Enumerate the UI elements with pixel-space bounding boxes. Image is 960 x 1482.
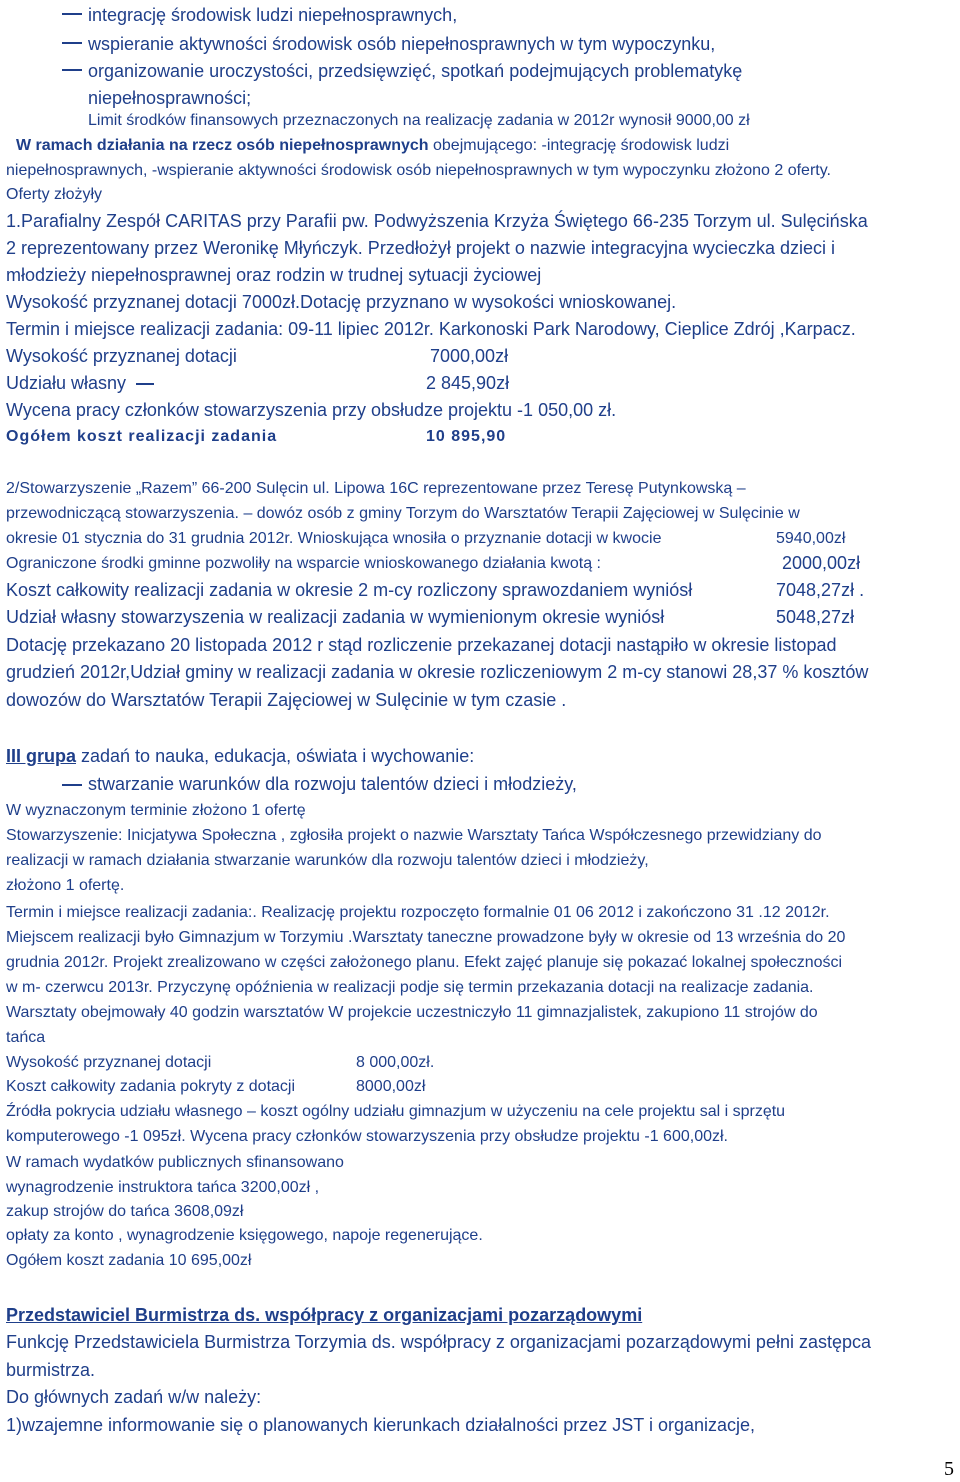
razem-line-6: Udział własny stowarzyszenia w realizacji zadania w wymienionym okresie wyniósł 5048,27zł [6,607,855,627]
caritas-line-1: 1.Parafialny Zespół CARITAS przy Parafii pw. Podwyższenia Krzyża Świętego 66-235 Torzym ul. Sulęcińska [6,211,868,231]
group3-line: zakup strojów do tańca 3608,09zł [6,1203,244,1220]
razem-line-7: Dotację przekazano 20 listopada 2012 r stąd rozliczenie przekazanej dotacji nastąpiło w okresie listopad [6,635,837,655]
representative-line-2: burmistrza. [6,1360,96,1380]
razem-line-8: grudzień 2012r,Udział gminy w realizacji zadania w okresie rozliczeniowym 2 m-cy stanowi 28,37 % kosztów [6,662,869,682]
bullet-item-continuation: niepełnosprawności; [88,88,252,108]
group3-line: komputerowego -1 095zł. Wycena pracy członków stowarzyszenia przy obsłudze projektu -1 600,00zł. [6,1128,728,1145]
caritas-line-2: 2 reprezentowany przez Weronikę Młyńczyk. Przedłożył projekt o nazwie integracyjna wycieczka dzieci i [6,238,836,258]
representative-line-1: Funkcję Przedstawiciela Burmistrza Torzymia ds. współpracy z organizacjami pozarządowymi pełni zastępca [6,1332,872,1352]
total-row: Ogółem koszt realizacji zadania 10 895,90 [6,428,507,445]
group3-line: realizacji w ramach działania stwarzanie warunków dla rozwoju talentów dzieci i młodzieży, [6,852,649,869]
group3-cost-row: Koszt całkowity zadania pokryty z dotacji 8000,00zł [6,1078,426,1095]
limit-line: Limit środków finansowych przeznaczonych na realizację zadania w 2012r wynosił 9000,00 zł [88,112,750,129]
group3-line: Miejscem realizacji było Gimnazjum w Torzymiu .Warsztaty taneczne prowadzone były w okresie od 13 września do 20 [6,929,846,946]
group3-line: opłaty za konto , wynagrodzenie księgowego, napoje regenerujące. [6,1227,483,1244]
representative-line-4: 1)wzajemne informowanie się o planowanych kierunkach działalności przez JST i organizacje, [6,1415,756,1435]
razem-line-3: okresie 01 stycznia do 31 grudnia 2012r. Wnioskująca wnosiła o przyznanie dotacji w kwocie 5940,00zł [6,530,846,547]
representative-heading: Przedstawiciel Burmistrza ds. współpracy z organizacjami pozarządowymi [6,1305,643,1325]
group3-line: Źródła pokrycia udziału własnego – koszt ogólny udziału gimnazjum w użyczeniu na cele projektu sal i sprzętu [6,1103,786,1120]
group3-grant-row: Wysokość przyznanej dotacji 8 000,00zł. [6,1054,435,1071]
razem-line-4: Ograniczone środki gminne pozwoliły na wsparcie wnioskowanego działania kwotą : 2000,00zł [6,553,861,573]
group3-line: Stowarzyszenie: Inicjatywa Społeczna , zgłosiła projekt o nazwie Warsztaty Tańca Współczesnego przewidziany do [6,827,822,844]
group3-line: grudnia 2012r. Projekt zrealizowano w części założonego planu. Efekt zajęć planuje się pokazać lokalnej społeczności [6,954,843,971]
caritas-line-5: Termin i miejsce realizacji zadania: 09-11 lipiec 2012r. Karkonoski Park Narodowy, Cieplice Zdrój ,Karpacz. [6,319,856,339]
group3-line: tańca [6,1029,46,1046]
razem-line-9: dowozów do Warsztatów Terapii Zajęciowej w Sulęcinie w tym czasie . [6,690,567,710]
group3-line: W ramach wydatków publicznych sfinansowano [6,1154,344,1171]
labor-line: Wycena pracy członków stowarzyszenia przy obsłudze projektu -1 050,00 zł. [6,400,617,420]
razem-line-5: Koszt całkowity realizacji zadania w okresie 2 m-cy rozliczony sprawozdaniem wyniósł 7048,27zł . [6,580,865,600]
group3-line: w m- czerwcu 2013r. Przyczynę opóźnienia w realizacji podje się termin przekazania dotacji na realizacje zadania. [6,979,814,996]
w-ramach-line-3: Oferty złożyły [6,186,103,203]
w-ramach-paragraph: W ramach działania na rzecz osób niepełnosprawnych obejmującego: -integrację środowisk ludzi [16,137,730,154]
grant-row: Wysokość przyznanej dotacji 7000,00zł [6,346,509,366]
group3-line: Ogółem koszt zadania 10 695,00zł [6,1252,252,1269]
bullet-item: integrację środowisk ludzi niepełnosprawnych, [88,3,457,27]
group3-heading: III grupa zadań to nauka, edukacja, oświata i wychowanie: [6,746,475,766]
page-number: 5 [944,1458,954,1480]
group3-line: W wyznaczonym terminie złożono 1 ofertę [6,802,306,819]
caritas-line-3: młodzieży niepełnosprawnej oraz rodzin w trudnej sytuacji życiowej [6,265,542,285]
group3-line: wynagrodzenie instruktora tańca 3200,00zł , [6,1179,320,1196]
bullet-item: organizowanie uroczystości, przedsięwzięć, spotkań podejmujących problematykę [88,59,742,83]
razem-line-1: 2/Stowarzyszenie „Razem” 66-200 Sulęcin ul. Lipowa 16C reprezentowane przez Teresę Putynkowską – [6,480,746,497]
group3-bullet: stwarzanie warunków dla rozwoju talentów dzieci i młodzieży, [88,772,577,796]
razem-line-2: przewodniczącą stowarzyszenia. – dowóz osób z gminy Torzym do Warsztatów Terapii Zajęciowej w Sulęcinie w [6,505,800,522]
caritas-line-4: Wysokość przyznanej dotacji 7000zł.Dotację przyznano w wysokości wnioskowanej. [6,292,677,312]
w-ramach-line-2: niepełnosprawnych, -wspieranie aktywności środowisk osób niepełnosprawnych w tym wypoczynku złożono 2 oferty. [6,162,831,179]
group3-line: Termin i miejsce realizacji zadania:. Realizację projektu rozpoczęto formalnie 01 06 2012 i zakończono 31 .12 2012r. [6,904,830,921]
bullet-item: wspieranie aktywności środowisk osób niepełnosprawnych w tym wypoczynku, [88,32,715,56]
representative-line-3: Do głównych zadań w/w należy: [6,1387,262,1407]
group3-line: złożono 1 ofertę. [6,877,125,894]
group3-line: Warsztaty obejmowały 40 godzin warsztatów W projekcie uczestniczyło 11 gimnazjalistek, zakupiono 11 strojów do [6,1004,818,1021]
own-share-row: Udziału własny 2 845,90zł [6,373,510,393]
